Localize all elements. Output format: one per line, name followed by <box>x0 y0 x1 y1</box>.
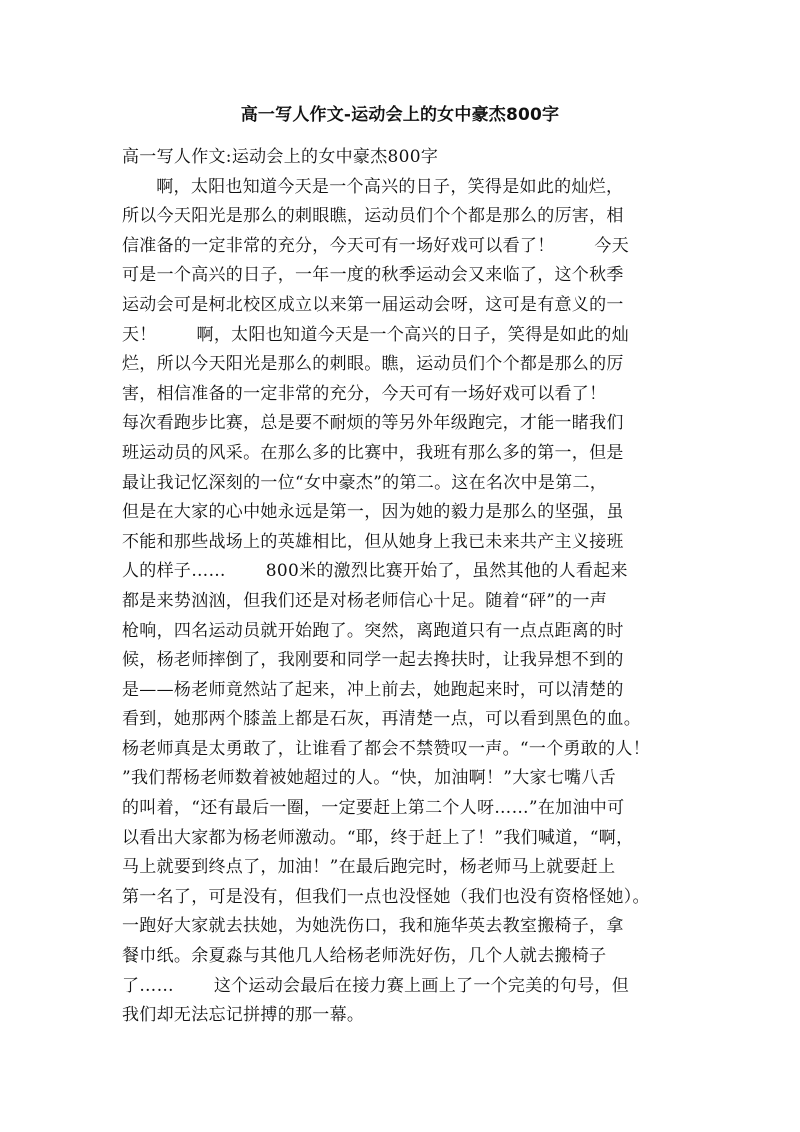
paragraph-line: 烂，所以今天阳光是那么的刺眼。瞧，运动员们个个都是那么的厉 <box>122 354 624 375</box>
paragraph-line: 餐巾纸。余夏淼与其他几人给杨老师洗好伤，几个人就去搬椅子 <box>122 946 607 967</box>
paragraph-line: 杨老师真是太勇敢了，让谁看了都会不禁赞叹一声。“一个勇敢的人！ <box>122 738 650 759</box>
article-body <box>122 143 702 1031</box>
paragraph-line: 运动会可是柯北校区成立以来第一届运动会呀，这可是有意义的一 <box>122 294 624 315</box>
paragraph-line: 可是一个高兴的日子，一年一度的秋季运动会又来临了，这个秋季 <box>122 265 624 286</box>
paragraph-line: 班运动员的风采。在那么多的比赛中，我班有那么多的第一，但是 <box>122 442 624 463</box>
paragraph-line: 害，相信准备的一定非常的充分，今天可有一场好戏可以看了！ <box>122 383 607 404</box>
paragraph-line: 以看出大家都为杨老师激动。“耶，终于赶上了！”我们喊道，“啊， <box>122 827 634 848</box>
paragraph-line: 人的样子…… 800米的激烈比赛开始了，虽然其他的人看起来 <box>122 561 628 582</box>
paragraph-line: 天！ 啊，太阳也知道今天是一个高兴的日子，笑得是如此的灿 <box>122 324 630 345</box>
paragraph-line: 啊，太阳也知道今天是一个高兴的日子，笑得是如此的灿烂， <box>122 176 624 197</box>
article-subtitle-line: 高一写人作文:运动会上的女中豪杰800字 <box>122 147 439 167</box>
paragraph-line: 但是在大家的心中她永远是第一，因为她的毅力是那么的坚强，虽 <box>122 502 624 523</box>
paragraph-line: 都是来势汹汹，但我们还是对杨老师信心十足。随着“砰”的一声 <box>122 590 608 611</box>
paragraph-line: 马上就要到终点了，加油！”在最后跑完时，杨老师马上就要赶上 <box>122 857 616 878</box>
paragraph-line: 一跑好大家就去扶她，为她洗伤口，我和施华英去教室搬椅子，拿 <box>122 916 624 937</box>
document-title: 高一写人作文-运动会上的女中豪杰800字 <box>240 105 560 125</box>
paragraph-line: 第一名了，可是没有，但我们一点也没怪她（我们也没有资格怪她）。 <box>122 886 650 907</box>
paragraph-line: 的叫着，“还有最后一圈，一定要赶上第二个人呀……”在加油中可 <box>122 798 625 819</box>
paragraph-line: 候，杨老师摔倒了，我刚要和同学一起去搀扶时，让我异想不到的 <box>122 650 624 671</box>
paragraph-line: 了…… 这个运动会最后在接力赛上画上了一个完美的句号，但 <box>122 975 630 996</box>
paragraph-line: 枪响，四名运动员就开始跑了。突然，离跑道只有一点点距离的时 <box>122 620 624 641</box>
paragraph-line: 不能和那些战场上的英雄相比，但从她身上我已未来共产主义接班 <box>122 531 624 552</box>
paragraph-line: 所以今天阳光是那么的刺眼瞧，运动员们个个都是那么的厉害，相 <box>122 206 624 227</box>
paragraph-line: 看到，她那两个膝盖上都是石灰，再清楚一点，可以看到黑色的血。 <box>122 709 641 730</box>
paragraph-line: ”我们帮杨老师数着被她超过的人。“快，加油啊！”大家七嘴八舌 <box>122 768 617 789</box>
paragraph-line: 信准备的一定非常的充分，今天可有一场好戏可以看了！ 今天 <box>122 235 630 256</box>
paragraph-line: 是——杨老师竟然站了起来，冲上前去，她跑起来时，可以清楚的 <box>122 679 624 700</box>
paragraph-line: 我们却无法忘记拼搏的那一幕。 <box>122 1005 365 1026</box>
paragraph-line: 每次看跑步比赛，总是要不耐烦的等另外年级跑完，才能一睹我们 <box>122 413 624 434</box>
paragraph-line: 最让我记忆深刻的一位“女中豪杰”的第二。这在名次中是第二， <box>122 472 608 493</box>
